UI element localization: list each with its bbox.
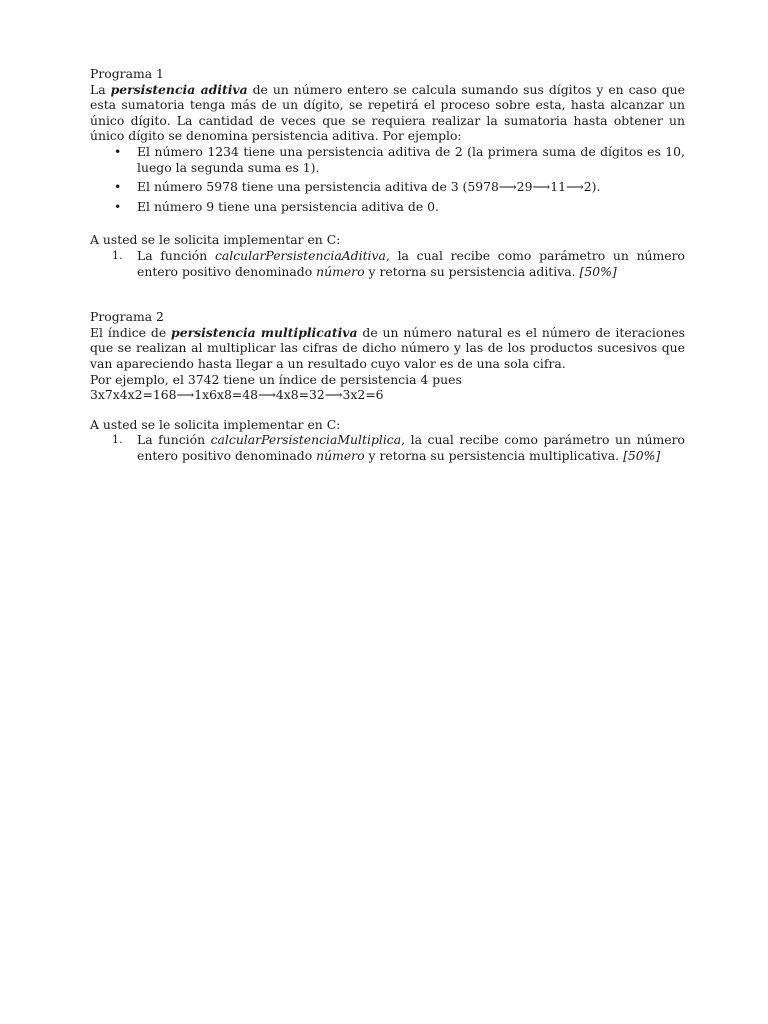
- programa2-heading: Programa 2: [90, 309, 164, 325]
- programa2-task-list: [90, 432, 685, 463]
- programa2-calculation: 3x7x4x2=168⟶1x6x8=48⟶4x8=32⟶3x2=6: [90, 387, 384, 403]
- programa2-intro: [90, 325, 685, 372]
- programa1-term: persistencia aditiva: [110, 81, 248, 97]
- bullet-icon: •: [114, 198, 122, 214]
- programa2-intro-post: de un número natural es el número de iteraciones que se realizan al multiplicar las cifras de dicho número y las de los productos sucesivos que van apareciendo hasta llegar a un resultado cuyo valor es de una sola cifra.: [90, 324, 686, 371]
- task-pre: La función: [137, 247, 215, 263]
- programa1-request: A usted se le solicita implementar en C:: [90, 232, 341, 248]
- programa2-intro-pre: El índice de: [90, 324, 172, 340]
- function-name: calcularPersistenciaMultiplica: [210, 432, 402, 448]
- task-number: 1.: [112, 248, 123, 262]
- programa1-intro-pre: La: [90, 81, 111, 97]
- task-pre: La función: [137, 432, 211, 448]
- list-item: [90, 199, 685, 215]
- bullet-icon: •: [114, 179, 122, 195]
- function-name: calcularPersistenciaAditiva: [214, 247, 386, 263]
- programa2-term: persistencia multiplicativa: [171, 324, 358, 340]
- task-item: [90, 432, 685, 463]
- task-weight: [50%]: [579, 263, 617, 279]
- task-number: 1.: [112, 433, 123, 447]
- task-weight: [50%]: [623, 447, 661, 463]
- programa1-heading: Programa 1: [90, 66, 164, 81]
- task-mid: , la cual recibe como parámetro un número entero positivo denominado: [137, 432, 685, 463]
- document-content: [90, 66, 685, 463]
- task-post: y retorna su persistencia multiplicativa.: [364, 447, 624, 463]
- example-text: El número 5978 tiene una persistencia aditiva de 3 (5978⟶29⟶11⟶2).: [137, 179, 601, 195]
- task-mid: , la cual recibe como parámetro un número entero positivo denominado: [137, 247, 685, 279]
- list-item: [90, 144, 685, 175]
- programa1-intro-post: de un número entero se calcula sumando sus dígitos y en caso que esta sumatoria tenga más de un dígito, se repetirá el proceso sobre esta, hasta alcanzar un único dígito. La cantidad de veces que se requiera realizar la sumatoria hasta obtener un único dígito se denomina persistencia aditiva. Por ejemplo:: [90, 81, 685, 144]
- programa1-intro: [90, 82, 685, 144]
- parameter-name: número: [316, 263, 365, 279]
- programa1-examples-list: [90, 144, 685, 214]
- task-post: y retorna su persistencia aditiva.: [364, 263, 580, 279]
- parameter-name: número: [316, 447, 365, 463]
- example-text: El número 1234 tiene una persistencia aditiva de 2 (la primera suma de dígitos es 10, luego la segunda suma es 1).: [137, 143, 685, 175]
- list-item: [90, 179, 685, 195]
- bullet-icon: •: [114, 143, 122, 159]
- programa2-request: A usted se le solicita implementar en C:: [90, 416, 341, 432]
- programa1-task-list: [90, 248, 685, 279]
- programa2-example-line: Por ejemplo, el 3742 tiene un índice de persistencia 4 pues: [90, 371, 462, 387]
- example-text: El número 9 tiene una persistencia aditiva de 0.: [137, 198, 439, 214]
- task-item: [90, 248, 685, 279]
